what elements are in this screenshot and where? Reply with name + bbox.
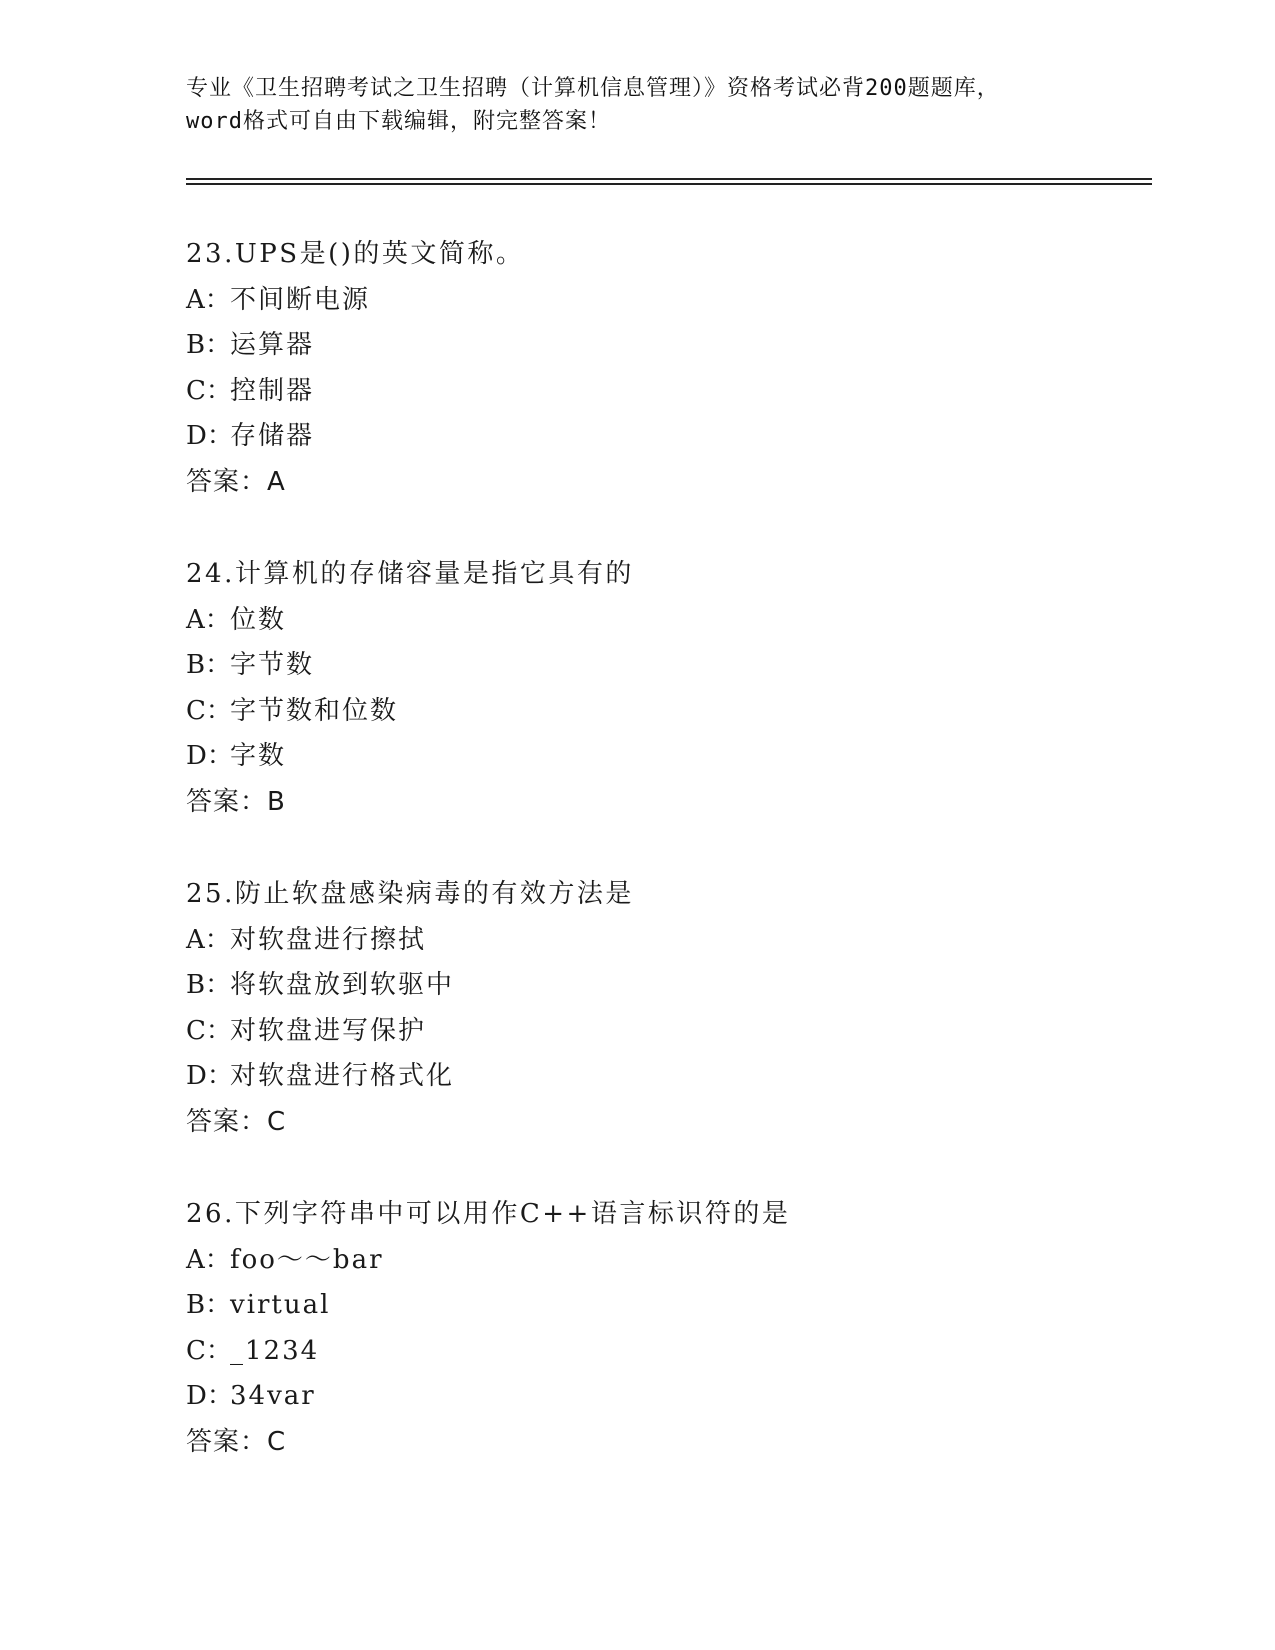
option-letter: B：: [186, 330, 232, 361]
option-text: 对软盘进行擦拭: [230, 924, 427, 955]
option-text: 位数: [230, 604, 287, 635]
option-letter: B：: [186, 1290, 232, 1321]
header-divider-bottom: [186, 183, 1152, 185]
answer: 答案：C: [186, 1426, 287, 1457]
question-23: [186, 232, 1146, 506]
header-divider-top: [186, 178, 1152, 180]
option-d: [186, 414, 1146, 460]
option-letter: B：: [186, 970, 232, 1001]
option-text: 将软盘放到软驱中: [230, 970, 455, 1001]
option-letter: B：: [186, 650, 232, 681]
question-stem: 25.防止软盘感染病毒的有效方法是: [186, 879, 634, 909]
option-c: [186, 689, 1146, 735]
option-letter: C：: [186, 1335, 232, 1366]
option-d: [186, 1374, 1146, 1420]
option-d: [186, 1054, 1146, 1100]
option-b: [186, 323, 1146, 369]
option-d: [186, 734, 1146, 780]
option-letter: A：: [186, 284, 231, 315]
document-header: [186, 72, 1086, 138]
option-c: [186, 369, 1146, 415]
option-b: [186, 643, 1146, 689]
option-c: [186, 1329, 1146, 1375]
option-c: [186, 1009, 1146, 1055]
option-text: foo～～bar: [230, 1244, 384, 1275]
option-letter: D：: [186, 421, 233, 452]
option-letter: A：: [186, 604, 231, 635]
option-letter: D：: [186, 1381, 233, 1412]
option-letter: A：: [186, 924, 231, 955]
question-stem: 26.下列字符串中可以用作C++语言标识符的是: [186, 1199, 791, 1229]
option-a: [186, 598, 1146, 644]
option-text: 不间断电源: [230, 284, 371, 315]
option-letter: C：: [186, 695, 232, 726]
option-text: 字节数和位数: [230, 695, 399, 726]
option-a: [186, 1238, 1146, 1284]
answer: 答案：A: [186, 466, 286, 497]
option-text: 字节数: [230, 650, 315, 681]
question-24: [186, 552, 1146, 826]
option-text: 字数: [230, 741, 287, 772]
option-text: 对软盘进行格式化: [230, 1061, 455, 1092]
option-letter: C：: [186, 375, 232, 406]
option-b: [186, 963, 1146, 1009]
option-letter: A：: [186, 1244, 231, 1275]
question-stem: 23.UPS是()的英文简称。: [186, 239, 525, 269]
option-text: _1234: [230, 1335, 320, 1366]
option-text: 存储器: [230, 421, 315, 452]
header-line-1: 专业《卫生招聘考试之卫生招聘（计算机信息管理）》资格考试必背200题题库，: [186, 76, 1000, 101]
option-letter: D：: [186, 1061, 233, 1092]
answer: 答案：C: [186, 1106, 287, 1137]
question-26: [186, 1192, 1146, 1466]
option-b: [186, 1283, 1146, 1329]
header-line-2: word格式可自由下载编辑，附完整答案！: [186, 109, 611, 134]
answer: 答案：B: [186, 786, 286, 817]
question-stem: 24.计算机的存储容量是指它具有的: [186, 559, 634, 589]
option-letter: C：: [186, 1015, 232, 1046]
question-25: [186, 872, 1146, 1146]
option-a: [186, 918, 1146, 964]
option-text: 对软盘进写保护: [230, 1015, 427, 1046]
option-text: 运算器: [230, 330, 315, 361]
option-letter: D：: [186, 741, 233, 772]
option-text: 控制器: [230, 375, 315, 406]
option-text: virtual: [230, 1290, 331, 1321]
option-a: [186, 278, 1146, 324]
option-text: 34var: [230, 1381, 316, 1412]
